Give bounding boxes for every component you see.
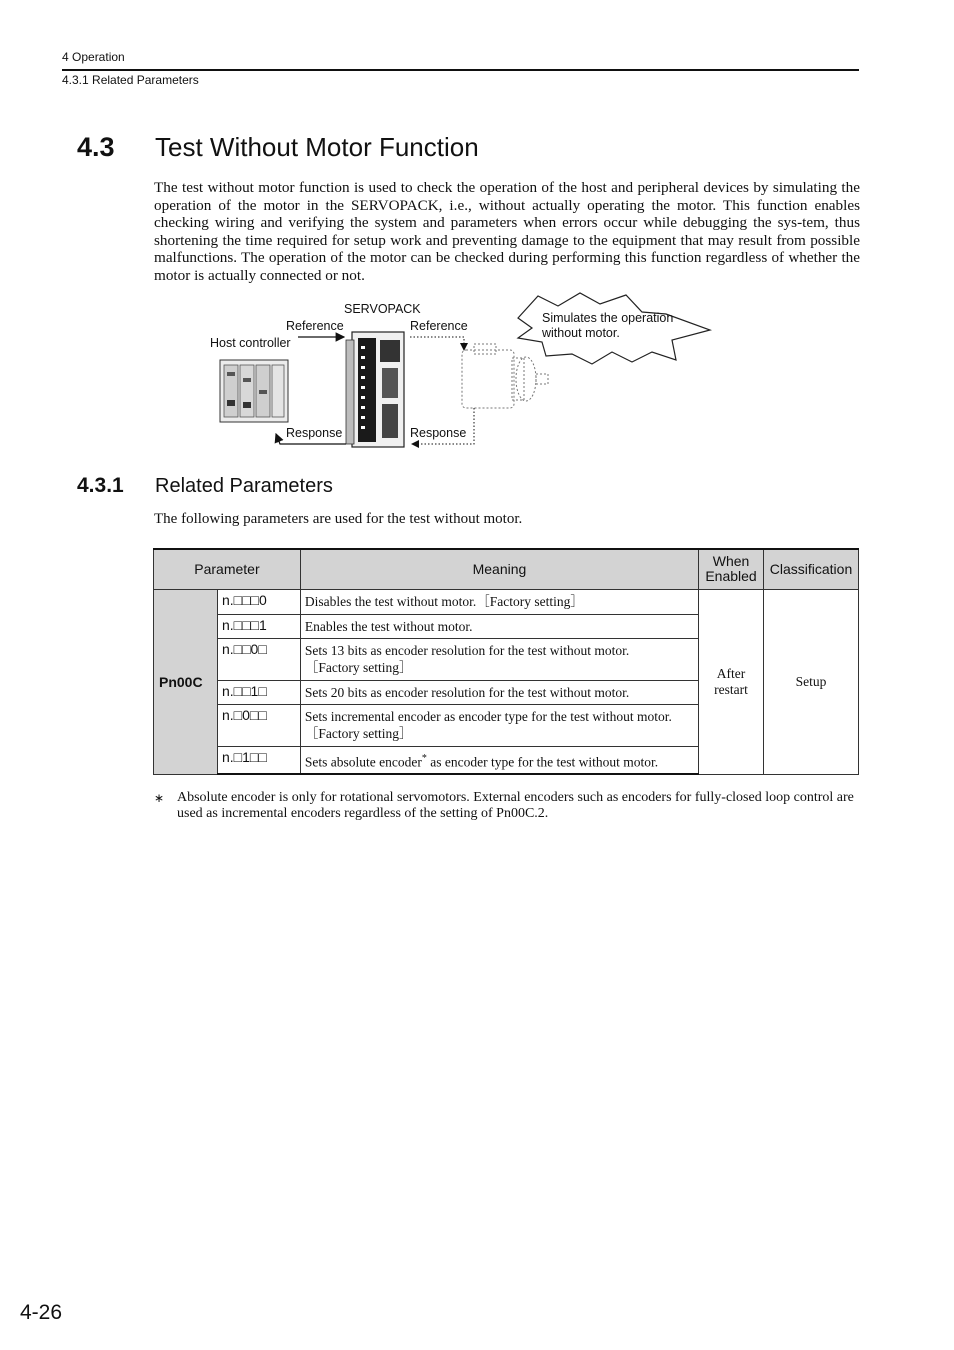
reference-label-left: Reference	[286, 319, 344, 333]
section-intro-paragraph: The test without motor function is used to check the operation of the host and peripheral devices by simulating the operation of the motor in the SERVOPACK, i.e., without actually operating the motor. This function enables checking wiring and verifying the system and parameters when errors occur while debugging the sys-tem, thus shortening the time required for setup work and preventing damage to the equipment that may result from possible malfunctions. The operation of the motor can be checked during performing this function regardless of whether the motor is actually connected or not.	[154, 179, 860, 284]
param-meaning-cell	[300, 638, 698, 680]
host-controller-image	[220, 360, 288, 422]
callout-text	[542, 311, 673, 341]
subsection-number: 4.3.1	[77, 474, 124, 497]
page-number: 4-26	[20, 1301, 63, 1324]
subsection-title: Related Parameters	[155, 475, 333, 497]
response-label-left: Response	[286, 426, 343, 440]
parameter-table	[153, 548, 859, 775]
section-heading	[77, 132, 479, 163]
param-meaning-line-1: Sets incremental encoder as encoder type for the test without motor.	[304, 709, 672, 724]
param-meaning-line-1: Sets 13 bits as encoder resolution for the test without motor.	[304, 643, 630, 658]
footnote-mark: ∗	[154, 791, 165, 805]
host-controller-label: Host controller	[210, 336, 291, 350]
param-meaning-cell	[300, 704, 698, 746]
header-meaning: Meaning	[300, 549, 698, 589]
servopack-label: SERVOPACK	[344, 302, 421, 316]
reference-arrow-right	[410, 337, 464, 350]
param-meaning-cell	[300, 746, 698, 774]
header-chapter: 4 Operation	[62, 50, 125, 64]
when-enabled-line-2: restart	[714, 681, 748, 697]
param-meaning-part-b: as encoder type for the test without motor.	[426, 754, 659, 769]
when-enabled-cell	[699, 589, 764, 774]
motor-image	[462, 344, 548, 408]
classification-cell: Setup	[764, 589, 859, 774]
header-parameter: Parameter	[154, 549, 301, 589]
subsection-intro-paragraph: The following parameters are used for the test without motor.	[154, 511, 523, 527]
param-code-cell: n.□1□□	[217, 746, 300, 774]
param-meaning-cell: Enables the test without motor.	[300, 614, 698, 638]
footnote	[154, 790, 860, 822]
header-rule	[62, 69, 859, 71]
section-title: Test Without Motor Function	[155, 132, 479, 162]
param-code-cell: n.□□□0	[217, 589, 300, 614]
subsection-heading	[77, 474, 333, 498]
header-classification: Classification	[764, 549, 859, 589]
system-diagram	[200, 290, 720, 455]
footnote-text: Absolute encoder is only for rotational servomotors. External encoders such as encoders for fully-closed loop control are used as incremental encoders regardless of the setting of Pn00C.2.	[177, 790, 854, 821]
param-number-cell: Pn00C	[154, 589, 218, 774]
servopack-image	[346, 332, 404, 447]
param-meaning-line-2: ［Factory setting］	[304, 660, 413, 675]
when-enabled-line-1: After	[716, 665, 746, 681]
param-code-cell: n.□0□□	[217, 704, 300, 746]
param-meaning-part-a: Sets absolute encoder	[304, 754, 422, 769]
footnote-ref-mark: *	[421, 752, 427, 764]
header-when-line-1: When	[712, 553, 750, 570]
callout-line-1: Simulates the operation	[542, 311, 674, 325]
header-when-enabled	[699, 549, 764, 589]
table-row	[154, 589, 859, 614]
response-label-right: Response	[410, 426, 467, 440]
reference-label-right: Reference	[410, 319, 468, 333]
param-code-cell: n.□□0□	[217, 638, 300, 680]
running-header	[62, 50, 859, 87]
param-meaning-cell: Disables the test without motor.［Factory setting］	[300, 589, 698, 614]
section-number: 4.3	[77, 132, 115, 162]
param-meaning-cell: Sets 20 bits as encoder resolution for the test without motor.	[300, 680, 698, 704]
callout-line-2: without motor.	[542, 326, 620, 340]
header-section: 4.3.1 Related Parameters	[62, 73, 199, 87]
param-code-cell: n.□□1□	[217, 680, 300, 704]
header-when-line-2: Enabled	[705, 568, 757, 585]
param-code-cell: n.□□□1	[217, 614, 300, 638]
param-meaning-line-2: ［Factory setting］	[304, 726, 413, 741]
table-header-row	[154, 549, 859, 589]
